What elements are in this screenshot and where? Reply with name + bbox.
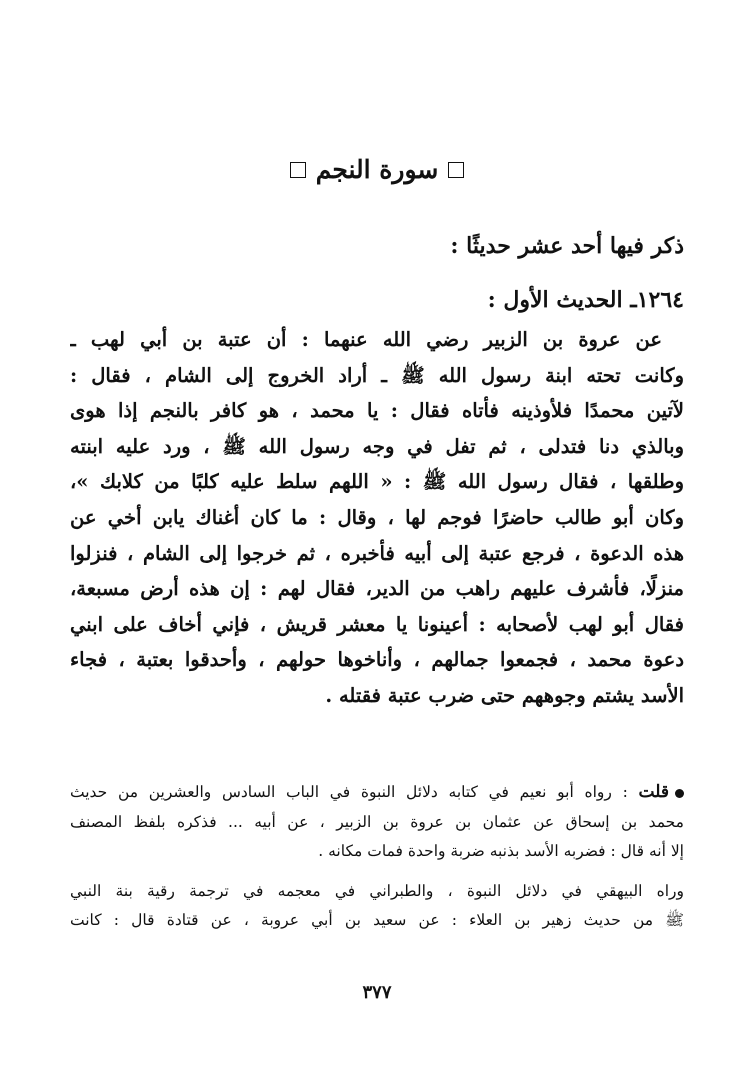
hadith-line: عن عروة بن الزبير رضي الله عنهما : أن عتبة بن أبي لهب ـ (70, 328, 662, 351)
hadith-line: وكان أبو طالب حاضرًا فوجم لها ، وقال : ما كان أغناك يابن أخي عن (70, 505, 684, 529)
square-ornament-icon (448, 162, 464, 178)
note-line (70, 778, 684, 808)
hadith-line: هذه الدعوة ، فرجع عتبة إلى أبيه فأخبره ، ثم خرجوا إلى الشام ، فنزلوا (70, 541, 684, 565)
note-line: وراه البيهقي في دلائل النبوة ، والطبراني في معجمه في ترجمة رقية بنة النبي (70, 881, 684, 900)
page-number: ٣٧٧ (362, 982, 392, 1003)
note-line: ﷺ من حديث زهير بن العلاء : عن سعيد بن أبي عروبة ، عن قتادة قال : كانت (70, 911, 684, 929)
square-ornament-icon (290, 162, 306, 178)
hadith-heading: ١٢٦٤ـ الحديث الأول : (487, 287, 684, 313)
hadith-line: وكانت تحته ابنة رسول الله ﷺ ـ أراد الخروج إلى الشام ، فقال : (70, 363, 684, 387)
hadith-line: الأسد يشتم وجوههم حتى ضرب عتبة فقتله . (325, 683, 684, 707)
hadith-line: منزلًا، فأشرف عليهم راهب من الدير، فقال لهم : إن هذه أرض مسبعة، (70, 577, 684, 601)
hadith-line: فقال أبو لهب لأصحابه : أعينونا يا معشر قريش ، فإني أخاف على ابني (70, 612, 684, 636)
book-page (70, 0, 684, 1068)
surah-title (70, 150, 684, 190)
hadith-text (70, 322, 684, 714)
note-label: قلت (638, 782, 669, 802)
note-line: محمد بن إسحاق عن عثمان بن عروة بن الزبير ، عن أبيه ... فذكره بلفظ المصنف (70, 812, 684, 831)
surah-title-text: سورة النجم (315, 155, 439, 184)
hadith-line: وطلقها ، فقال رسول الله ﷺ : « اللهم سلط عليه كلبًا من كلابك »، (70, 470, 684, 494)
hadith-line: وبالذي دنا فتدلى ، ثم تفل في وجه رسول الله ﷺ ، ورد عليه ابنته (70, 434, 684, 458)
chapter-intro: ذكر فيها أحد عشر حديثًا : (450, 233, 684, 259)
bullet-icon (675, 789, 684, 798)
footnotes (70, 778, 684, 936)
hadith-line: لآتين محمدًا فلأوذينه فأتاه فقال : يا محمد ، هو كافر بالنجم إذا هوى (70, 399, 684, 423)
note-line: إلا أنه قال : فضربه الأسد بذنبه ضربة واحدة فمات مكانه . (318, 842, 684, 860)
hadith-line: دعوة محمد ، فجمعوا جمالهم ، وأناخوها حولهم ، وأحدقوا بعتبة ، فجاء (70, 648, 684, 672)
note-text: : رواه أبو نعيم في كتابه دلائل النبوة في الباب السادس والعشرين من حديث (70, 783, 628, 801)
